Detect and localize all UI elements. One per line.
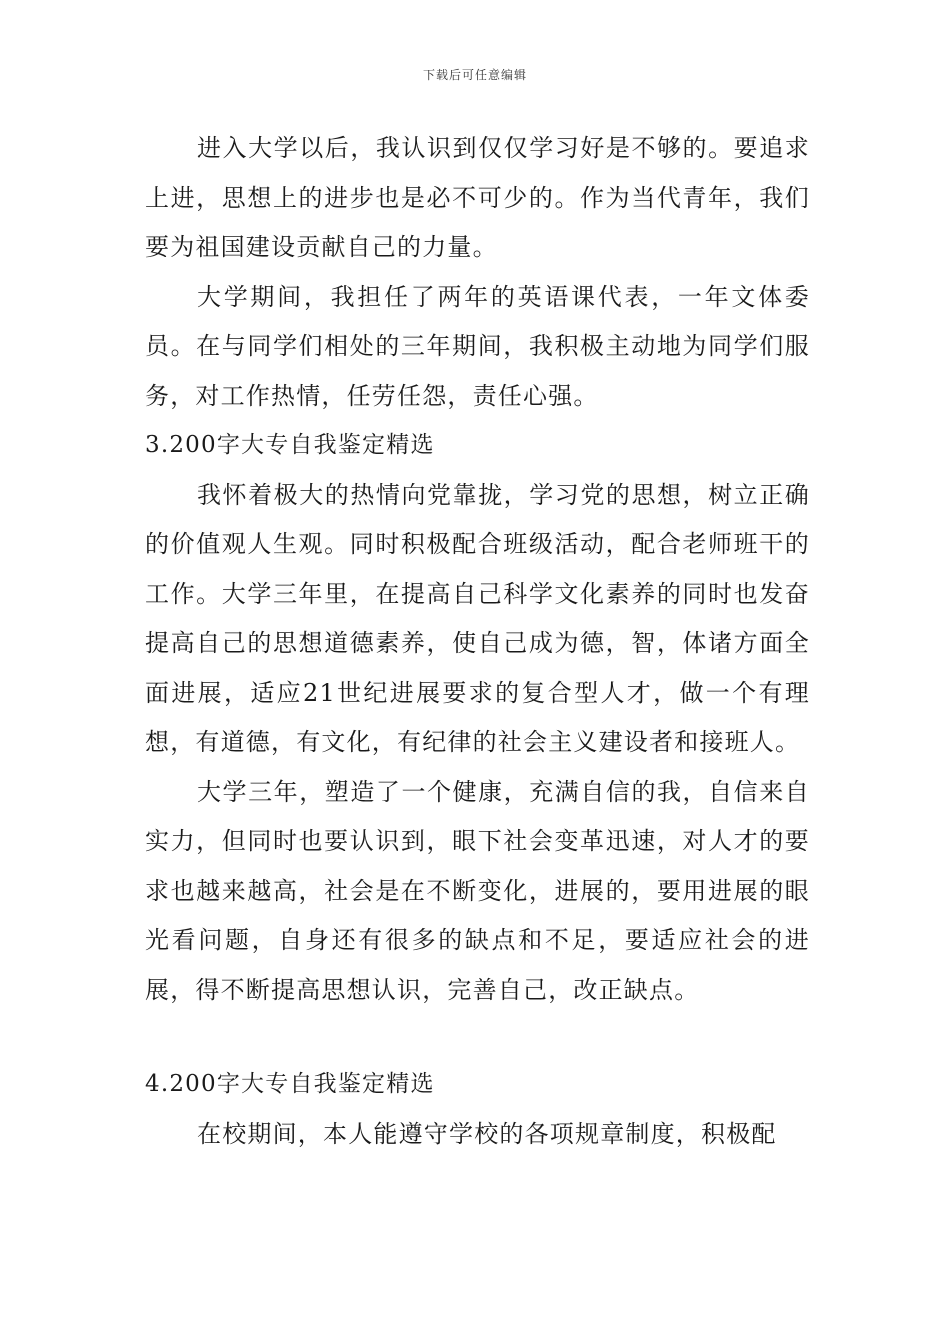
header-note: 下载后可任意编辑 bbox=[422, 68, 527, 82]
paragraph-5: 在校期间，本人能遵守学校的各项规章制度，积极配 bbox=[197, 1119, 777, 1148]
paragraph-2: 大学期间，我担任了两年的英语课代表，一年文体委员。在与同学们相处的三年期间，我积极主动地为同学们服务，对工作热情，任劳任怨，责任心强。 bbox=[145, 282, 810, 410]
paragraph-1: 进入大学以后，我认识到仅仅学习好是不够的。要追求上进，思想上的进步也是必不可少的。作为当代青年，我们要为祖国建设贡献自己的力量。 bbox=[145, 134, 810, 261]
section-spacer bbox=[145, 1015, 810, 1060]
paragraph-3: 我怀着极大的热情向党靠拢，学习党的思想，树立正确的价值观人生观。同时积极配合班级活动，配合老师班干的工作。大学三年里，在提高自己科学文化素养的同时也发奋提高自己的思想道德素养，使自己成为德，智，体诸方面全面进展，适应21世纪进展要求的复合型人才，做一个有理想，有道德，有文化，有纪律的社会主义建设者和接班人。 bbox=[145, 480, 810, 756]
paragraph-4: 大学三年，塑造了一个健康，充满自信的我，自信来自实力，但同时也要认识到，眼下社会变革迅速，对人才的要求也越来越高，社会是在不断变化，进展的，要用进展的眼光看问题，自身还有很多的缺点和不足，要适应社会的进展，得不断提高思想认识，完善自己，改正缺点。 bbox=[145, 777, 810, 1004]
section-heading-3: 3.200字大专自我鉴定精选 bbox=[145, 432, 435, 458]
document-body bbox=[145, 124, 810, 1159]
section-heading-4: 4.200字大专自我鉴定精选 bbox=[145, 1071, 435, 1097]
